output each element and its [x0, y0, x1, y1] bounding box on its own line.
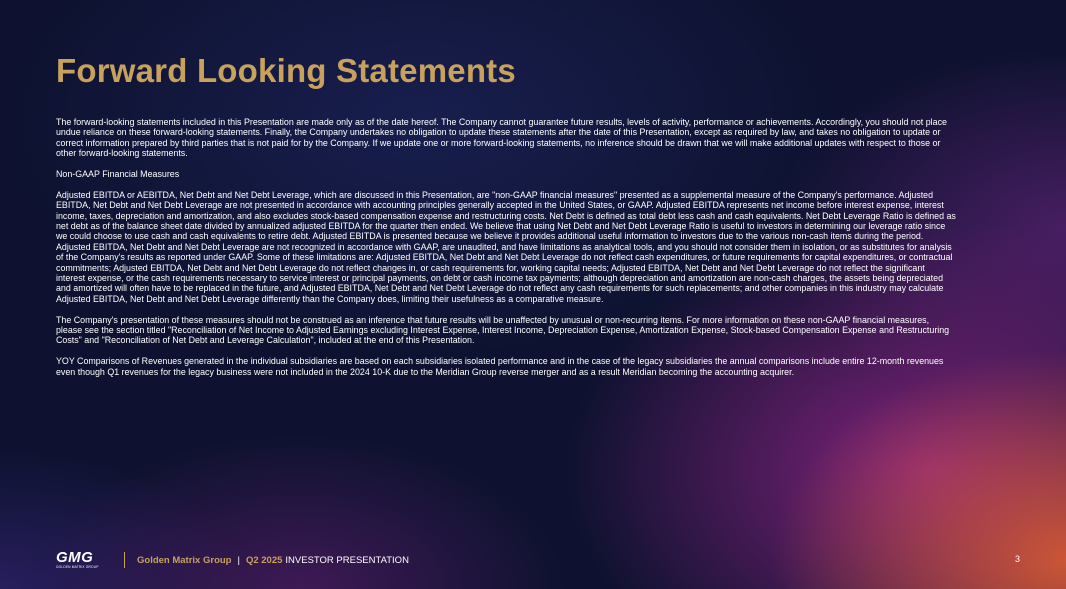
measures-paragraph: The Company's presentation of these measures should not be construed as an inference that future results will be unaffected by unusual or non-recurring items. For more information on these non-GAAP financial measures, please see the section titled "Reconciliation of Net Income to Adjusted Earnings excluding Interest Expense, Interest Income, Depreciation Expense, Amortization Expense, Stock-based Compensation Expense and Restructuring Costs" and "Reconciliation of Net Debt and Leverage Calculation", included at the end of this Presentation.: [56, 314, 950, 346]
footer-company: Golden Matrix Group: [137, 554, 232, 566]
footer-quarter: Q2 2025: [245, 554, 283, 566]
page-number: 3: [1014, 554, 1020, 564]
footer-separator: |: [237, 554, 240, 566]
gmg-logo: [56, 551, 114, 569]
disclaimer-text: [56, 117, 956, 387]
yoy-paragraph: YOY Comparisons of Revenues generated in the individual subsidiaries are based on each subsidiaries isolated performance and in the case of the legacy subsidiaries the annual comparisons include entire 12-month revenues even though Q1 revenues for the legacy business were not included in the 2024 10-K due to the Meridian Group reverse merger and as a result Meridian becoming the accounting acquirer.: [56, 356, 944, 377]
non-gaap-paragraph: Adjusted EBITDA or AEBITDA, Net Debt and Net Debt Leverage, which are discussed in this Presentation, are "non-GAAP financial measures" presented as a supplemental measure of the Company's performance. Adjusted EBITDA, Net Debt and Net Debt Leverage are not presented in accordance with accounting principles generally accepted in the United States, or GAAP. Adjusted EBITDA represents net income before interest expense, interest income, taxes, depreciation and amortization, and also excludes stock-based compensation expense and restructuring costs. Net Debt is defined as total debt less cash and cash equivalents. Net Debt Leverage Ratio is defined as net debt as of the balance sheet date divided by annualized adjusted EBITDA for the quarter then ended. We believe that using Net Debt and Net Debt Leverage Ratio is useful to investors in determining our leverage ratio since we could choose to use cash and cash equivalents to retire debt. Adjusted EBITDA is presented because we believe it provides additional useful information to investors due to the various non-cash items during the period. Adjusted EBITDA, Net Debt and Net Debt Leverage are not recognized in accordance with GAAP, are unaudited, and have limitations as analytical tools, and you should not consider them in isolation, or as substitutes for analysis of the Company's results as reported under GAAP. Some of these limitations are: Adjusted EBITDA, Net Debt and Net Debt Leverage do not reflect cash expenditures, or future requirements for capital expenditures, or contractual commitments; Adjusted EBITDA, Net Debt and Net Debt Leverage do not reflect changes in, or cash requirements for, working capital needs; Adjusted EBITDA, Net Debt and Net Debt Leverage do not reflect the significant interest expense, or the cash requirements necessary to service interest or principal payments, on debt or cash income tax payments; although depreciation and amortization are non-cash charges, the assets being depreciated and amortized will often have to be replaced in the future, and Adjusted EBITDA, Net Debt and Net Debt Leverage do not reflect any cash requirements for such replacements; and other companies in this industry may calculate Adjusted EBITDA, Net Debt and Net Debt Leverage differently than the Company does, limiting their usefulness as a comparative measure.: [56, 189, 956, 304]
non-gaap-heading: Non-GAAP Financial Measures: [56, 169, 180, 180]
logo-mark: GMG: [56, 549, 94, 566]
forward-looking-paragraph: The forward-looking statements included in this Presentation are made only as of the date hereof. The Company cannot guarantee future results, levels of activity, performance or achievements. Accordingly, you should not place undue reliance on these forward-looking statements. Finally, the Company undertakes no obligation to update these statements after the date of this Presentation, except as required by law, and takes no obligation to update or correct information prepared by third parties that is not paid for by the Company. If we update one or more forward-looking statements, no inference should be drawn that we will make additional updates with respect to those or other forward-looking statements.: [56, 117, 947, 159]
footer: [56, 549, 409, 571]
footer-divider: [124, 552, 125, 568]
footer-deck-label: INVESTOR PRESENTATION: [285, 554, 409, 566]
logo-subtext: GOLDEN MATRIX GROUP: [56, 565, 99, 569]
page-title: Forward Looking Statements: [56, 52, 516, 89]
